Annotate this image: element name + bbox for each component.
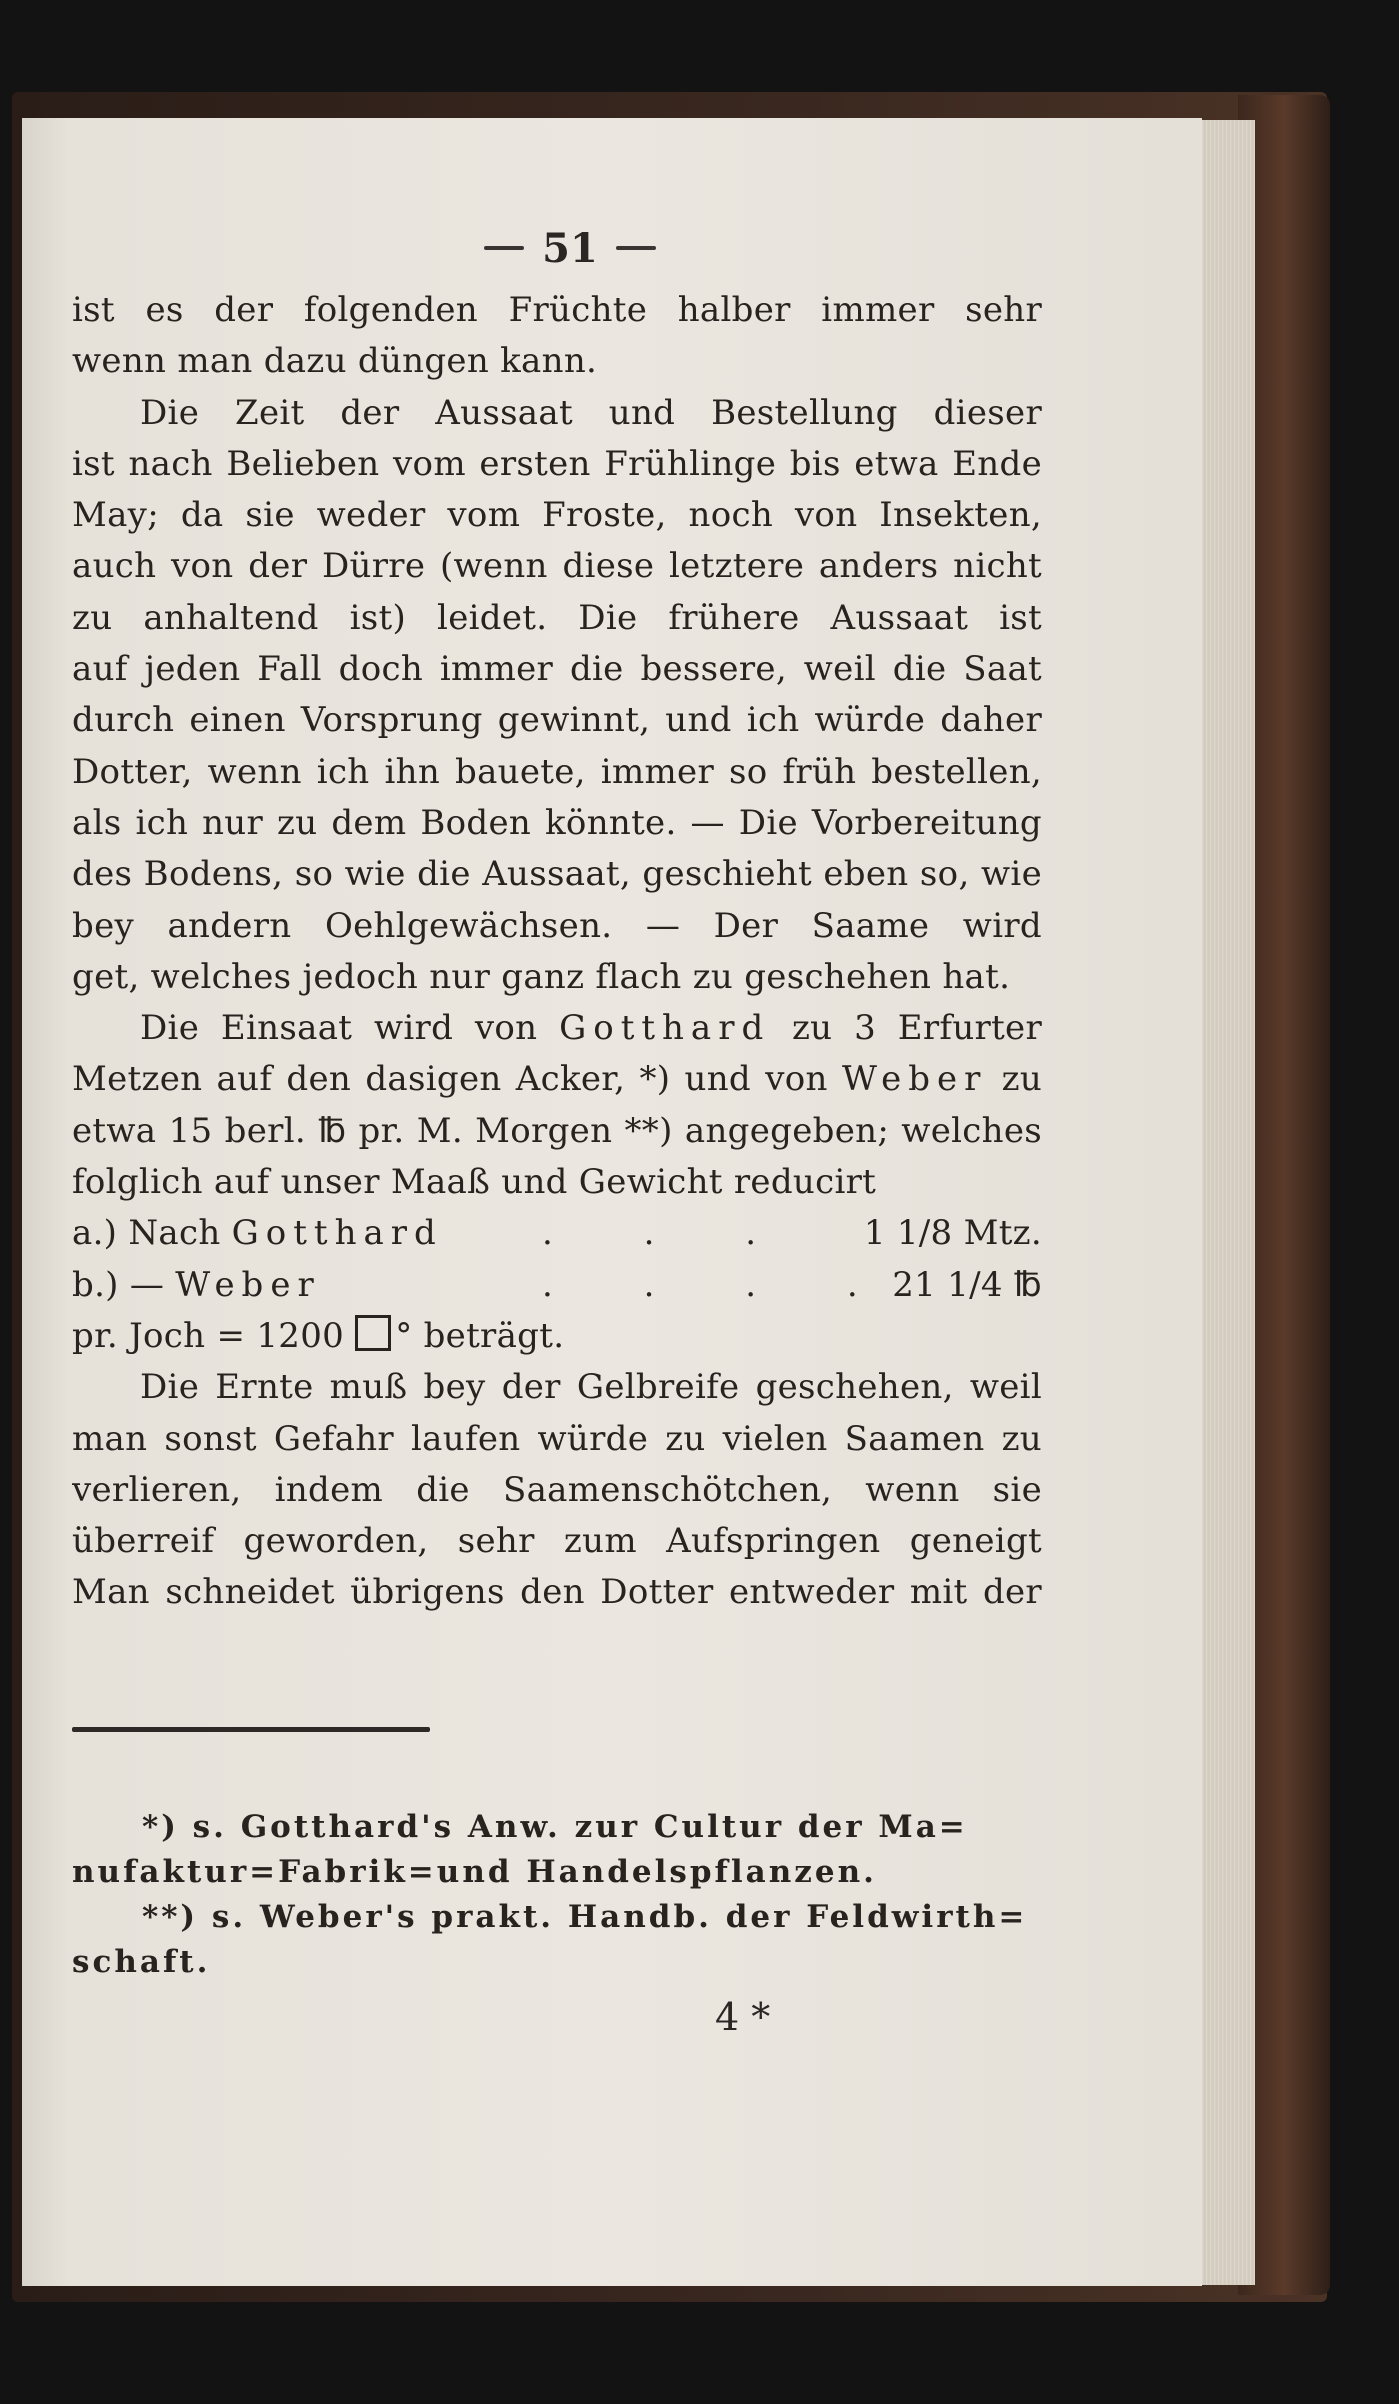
calc-label-prefix: a.) Nach [72, 1213, 221, 1254]
text-line: wenn man dazu düngen kann. [72, 341, 598, 382]
author-name: Weber [175, 1264, 321, 1305]
footnote-line: **) s. Weber's prakt. Handb. der Feldwirth= [142, 1899, 1028, 1935]
text-line: Man schneidet übrigens den Dotter entweder mit der [72, 1572, 1042, 1613]
text-line: Die Zeit der Aussaat und Bestellung dieser [140, 392, 1042, 433]
text-line: als ich nur zu dem Boden könnte. — Die Vorbereitung [72, 802, 1042, 843]
text-line: etwa 15 berl. ℔ pr. M. Morgen **) angegeben; welches [72, 1110, 1042, 1151]
text-line: überreif geworden, sehr zum Aufspringen geneigt [72, 1521, 1042, 1562]
text-fragment: ° beträgt. [395, 1315, 565, 1356]
page-number: 51 [542, 224, 598, 272]
text-line: zu anhaltend ist) leidet. Die frühere Aussaat ist [72, 597, 1042, 638]
square-symbol-icon [355, 1315, 391, 1351]
text-fragment: zu 3 Erfurter [791, 1008, 1042, 1049]
text-line [72, 1054, 1042, 1105]
text-fragment: zu [1001, 1059, 1042, 1100]
text-fragment: Metzen auf den dasigen Acker, *) und von [72, 1059, 828, 1100]
footnote-line: nufaktur=Fabrik=und Handelspflanzen. [72, 1854, 877, 1890]
text-line: des Bodens, so wie die Aussaat, geschieht eben so, wie [72, 854, 1042, 895]
text-line: folglich auf unser Maaß und Gewicht reducirt [72, 1162, 877, 1203]
text-fragment: pr. Joch = 1200 [72, 1315, 345, 1356]
text-line: Dotter, wenn ich ihn bauete, immer so früh bestellen, [72, 751, 1042, 792]
calc-row [72, 1260, 1042, 1311]
calc-row [72, 1208, 1042, 1259]
text-line: durch einen Vorsprung gewinnt, und ich würde daher [72, 700, 1042, 741]
author-name: Gotthard [231, 1213, 443, 1254]
footnote-rule [72, 1727, 430, 1732]
calc-value: 21 1/4 ℔ [892, 1264, 1042, 1305]
signature-mark: 4 * [715, 1995, 771, 2039]
text-line: ist es der folgenden Früchte halber immer sehr [72, 290, 1042, 330]
text-line: auch von der Dürre (wenn diese letztere anders nicht [72, 546, 1042, 587]
page-header [460, 218, 680, 278]
text-line: auf jeden Fall doch immer die bessere, weil die Saat [72, 649, 1042, 690]
header-dash-right [616, 246, 656, 250]
header-dash-left [484, 246, 524, 250]
text-line [72, 1003, 1042, 1054]
text-line: bey andern Oehlgewächsen. — Der Saame wird [72, 905, 1042, 946]
calc-value: 1 1/8 Mtz. [863, 1213, 1042, 1254]
page-edges [1195, 120, 1255, 2285]
calc-dots: . . . [542, 1213, 797, 1254]
text-line [72, 1311, 1042, 1362]
text-line: man sonst Gefahr laufen würde zu vielen Saamen zu [72, 1418, 1042, 1459]
calc-dots: . . . . [542, 1264, 898, 1305]
footnote-line: *) s. Gotthard's Anw. zur Cultur der Ma= [142, 1809, 968, 1845]
calc-label-prefix: b.) — [72, 1264, 165, 1305]
text-line: Die Ernte muß bey der Gelbreife geschehen, weil [140, 1367, 1042, 1408]
calc-label [72, 1208, 542, 1259]
author-name: Weber [841, 1059, 988, 1100]
text-line: get, welches jedoch nur ganz flach zu geschehen hat. [72, 956, 1011, 997]
text-line: ist nach Belieben vom ersten Frühlinge bis etwa Ende [72, 443, 1042, 484]
text-line: May; da sie weder vom Froste, noch von Insekten, [72, 495, 1042, 536]
text-fragment: Die Einsaat wird von [140, 1008, 538, 1049]
author-name: Gotthard [559, 1008, 771, 1049]
text-line: verlieren, indem die Saamenschötchen, wenn sie [72, 1469, 1042, 1510]
footnote-line: schaft. [72, 1944, 211, 1980]
body-text [72, 285, 1042, 1619]
footnotes [72, 1805, 1032, 1985]
calc-label [72, 1260, 542, 1311]
